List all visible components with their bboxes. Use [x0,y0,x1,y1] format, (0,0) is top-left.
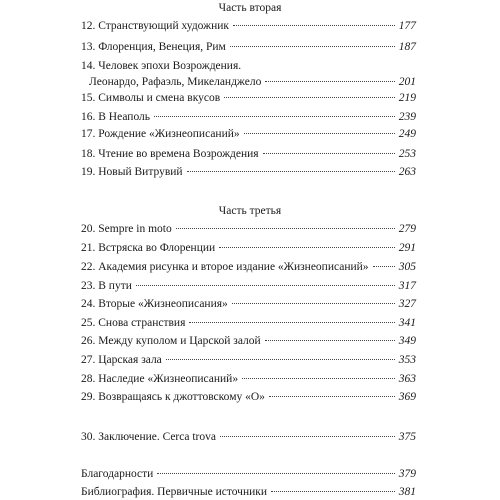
toc-entry-title: 24. Вторые «Жизнеописания» [81,298,228,310]
toc-page-number: 201 [398,76,416,88]
toc-entry-title-line1: 14. Человек эпохи Возрождения. [81,60,242,72]
toc-page-number: 177 [398,20,416,32]
toc-entry-title: 12. Странствующий художник [81,20,229,32]
toc-entry-23[interactable] [81,279,416,293]
toc-page-number: 341 [398,317,416,329]
toc-entry-title: 18. Чтение во времена Возрождения [81,148,259,160]
toc-entry-29[interactable] [81,390,416,404]
dot-leader [166,359,395,360]
toc-entry-18[interactable] [81,147,416,161]
dot-leader [154,116,395,117]
toc-entry-bibliography[interactable] [81,485,416,499]
dot-leader [373,266,395,267]
dot-leader [242,378,395,379]
toc-entry-25[interactable] [81,316,416,330]
toc-entry-title: 29. Возвращаясь к джоттовскому «О» [81,391,265,403]
dot-leader [176,228,395,229]
toc-entry-title: 23. В пути [81,280,132,292]
toc-entry-17[interactable] [81,127,416,141]
toc-entry-13[interactable] [81,40,416,54]
toc-entry-title-line2: Леонардо, Рафаэль, Микеланджело [89,76,262,88]
toc-page-number: 279 [398,223,416,235]
part-three-heading: Часть третья [218,205,282,217]
toc-page-number: 219 [398,92,416,104]
toc-entry-title: 26. Между куполом и Царской залой [81,335,261,347]
dot-leader [187,171,395,172]
toc-page-number: 375 [398,431,416,443]
dot-leader [157,473,394,474]
toc-entry-title: 16. В Неаполь [81,111,151,123]
toc-page-number: 263 [398,166,416,178]
toc-page-number: 327 [398,298,416,310]
dot-leader [263,153,395,154]
part-two-heading: Часть вторая [218,2,282,14]
toc-page-number: 291 [398,242,416,254]
toc-entry-30[interactable] [81,430,416,444]
dot-leader [269,396,395,397]
toc-entry-22[interactable] [81,260,416,274]
toc-entry-title: 20. Sempre in moto [81,223,172,235]
toc-entry-24[interactable] [81,297,416,311]
toc-entry-12[interactable] [81,19,416,33]
toc-entry-title: 13. Флоренция, Венеция, Рим [81,41,226,53]
toc-entry-19[interactable] [81,165,416,179]
dot-leader [230,46,395,47]
toc-entry-16[interactable] [81,110,416,124]
toc-page-number: 187 [398,41,416,53]
toc-entry-27[interactable] [81,353,416,367]
toc-page-number: 381 [398,486,416,498]
dot-leader [233,25,395,26]
toc-page-number: 369 [398,391,416,403]
dot-leader [224,97,395,98]
dot-leader [220,436,395,437]
toc-entry-title: 25. Снова странствия [81,317,186,329]
dot-leader [219,247,395,248]
toc-page-number: 363 [398,373,416,385]
dot-leader [136,285,395,286]
toc-page-number: 249 [398,128,416,140]
toc-entry-title: 15. Символы и смена вкусов [81,92,221,104]
toc-entry-title: 30. Заключение. Cerca trova [81,431,216,443]
dot-leader [189,322,394,323]
toc-page-number: 305 [398,261,416,273]
dot-leader [271,491,395,492]
toc-page-number: 349 [398,335,416,347]
toc-entry-title: 22. Академия рисунка и второе издание «Жизнеописаний» [81,261,369,273]
toc-entry-15[interactable] [81,91,416,105]
toc-entry-title: Благодарности [81,468,154,480]
dot-leader [265,340,395,341]
toc-entry-title: Библиография. Первичные источники [81,486,267,498]
toc-entry-14[interactable] [81,59,416,89]
toc-entry-title: 21. Встряска во Флоренции [81,242,216,254]
dot-leader [265,81,394,82]
toc-entry-acknowledgements[interactable] [81,467,416,481]
toc-entry-28[interactable] [81,372,416,386]
toc-entry-26[interactable] [81,334,416,348]
dot-leader [244,133,395,134]
toc-entry-title: 28. Наследие «Жизнеописаний» [81,373,239,385]
toc-page-number: 253 [398,148,416,160]
dot-leader [232,303,395,304]
toc-entry-title: 19. Новый Витрувий [81,166,183,178]
toc-page-number: 239 [398,111,416,123]
toc-page-number: 353 [398,354,416,366]
toc-page-number: 317 [398,280,416,292]
toc-entry-20[interactable] [81,222,416,236]
toc-page-number: 379 [398,468,416,480]
toc-entry-21[interactable] [81,241,416,255]
toc-entry-title: 17. Рождение «Жизнеописаний» [81,128,240,140]
toc-entry-title: 27. Царская зала [81,354,162,366]
